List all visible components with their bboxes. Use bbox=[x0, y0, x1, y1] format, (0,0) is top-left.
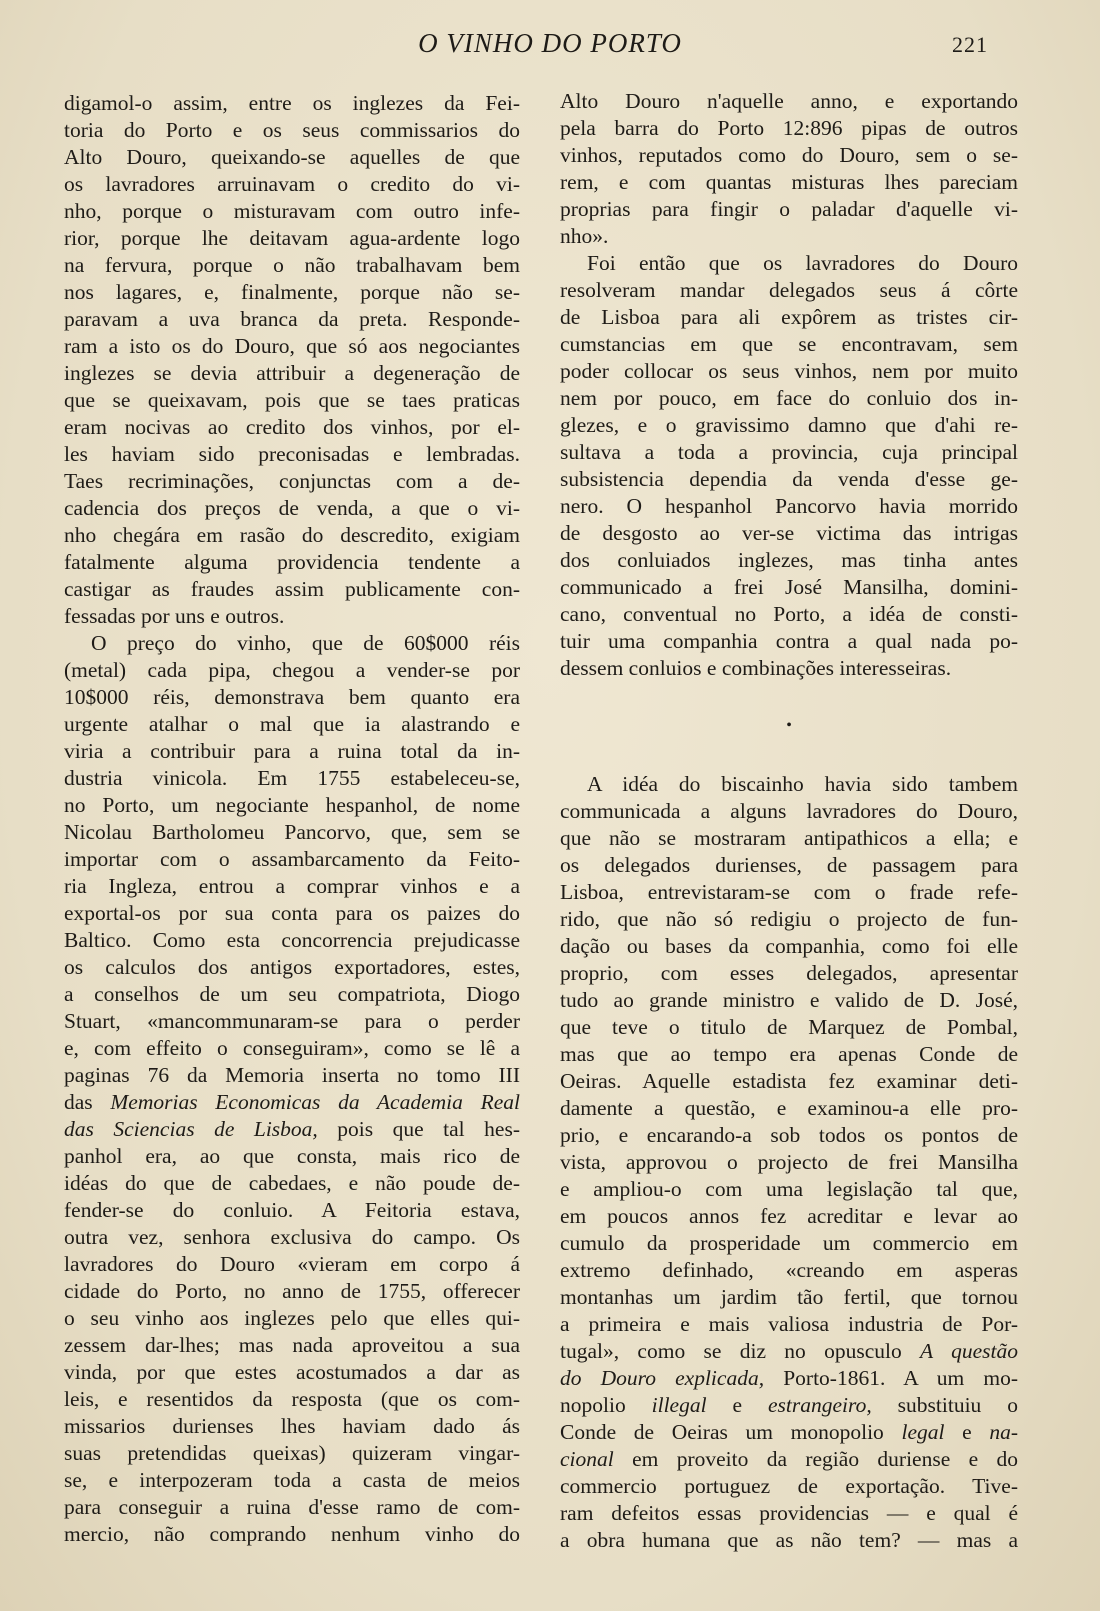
text-line: mercio, não comprando nenhum vinho do bbox=[64, 1522, 520, 1546]
text-line: dos conluiados inglezes, mas tinha antes bbox=[560, 548, 1018, 572]
italic-text: cional bbox=[560, 1447, 614, 1471]
text-line bbox=[560, 1419, 1018, 1446]
running-title: O VINHO DO PORTO bbox=[418, 28, 682, 58]
text-line: de Lisboa para ali expôrem as tristes cir- bbox=[560, 305, 1018, 329]
text-line: fender-se do conluio. A Feitoria estava, bbox=[64, 1198, 520, 1222]
section-separator: • bbox=[786, 717, 792, 734]
text-line: zessem dar-lhes; mas nada aproveitou a sua bbox=[64, 1333, 520, 1357]
text-line bbox=[560, 1392, 1018, 1419]
text-line: os calculos dos antigos exportadores, estes, bbox=[64, 955, 520, 979]
text-line: suas pretendidas queixas) quizeram vingar- bbox=[64, 1441, 520, 1465]
page-number: 221 bbox=[952, 32, 988, 57]
text-line: castigar as fraudes assim publicamente con- bbox=[64, 577, 520, 601]
text-segment: e bbox=[944, 1420, 990, 1444]
page-header bbox=[0, 28, 1100, 64]
text-line: (metal) cada pipa, chegou a vender-se por bbox=[64, 658, 520, 682]
text-line: vista, approvou o projecto de frei Mansilha bbox=[560, 1150, 1018, 1174]
text-line: mas que ao tempo era apenas Conde de bbox=[560, 1042, 1018, 1066]
right-column-bottom bbox=[560, 771, 1018, 1554]
text-line: poder collocar os seus vinhos, nem por muito bbox=[560, 359, 1018, 383]
text-line: dessem conluios e combinações interesseiras. bbox=[560, 656, 952, 680]
text-line: O preço do vinho, que de 60$000 réis bbox=[91, 631, 520, 655]
text-line: glezes, e o gravissimo damno que d'ahi re- bbox=[560, 413, 1018, 437]
text-line bbox=[64, 1089, 520, 1116]
text-line: montanhas um jardim tão fertil, que tornou bbox=[560, 1285, 1018, 1309]
text-line: vinda, por que estes acostumados a dar as bbox=[64, 1360, 520, 1384]
text-line: Alto Douro n'aquelle anno, e exportando bbox=[560, 89, 1018, 113]
text-segment: em proveito da região duriense e do bbox=[613, 1447, 1018, 1471]
italic-text: A questão bbox=[920, 1339, 1018, 1363]
text-line: 10$000 réis, demonstrava bem quanto era bbox=[64, 685, 520, 709]
text-line: ria Ingleza, entrou a comprar vinhos e a bbox=[64, 874, 520, 898]
text-line: a primeira e mais valiosa industria de Por- bbox=[560, 1312, 1018, 1336]
text-line: les haviam sido preconisadas e lembradas. bbox=[64, 442, 520, 466]
text-line: que teve o titulo de Marquez de Pombal, bbox=[560, 1015, 1018, 1039]
text-line: nos lagares, e, finalmente, porque não se- bbox=[64, 280, 520, 304]
text-line: subsistencia dependia da venda d'esse ge- bbox=[560, 467, 1018, 491]
text-line: para conseguir a ruina d'esse ramo de com- bbox=[64, 1495, 520, 1519]
text-line: proprias para fingir o paladar d'aquelle vi- bbox=[560, 197, 1018, 221]
text-line: rior, porque lhe deitavam agua-ardente logo bbox=[64, 226, 520, 250]
italic-text: do Douro explicada, bbox=[560, 1366, 765, 1390]
text-line: nho, porque o misturavam com outro infe- bbox=[64, 199, 520, 223]
text-line: proprio, com esses delegados, apresentar bbox=[560, 961, 1018, 985]
italic-text: na- bbox=[989, 1420, 1018, 1444]
text-line: sultava a toda a provincia, cuja principal bbox=[560, 440, 1018, 464]
text-line: Taes recriminações, conjunctas com a de- bbox=[64, 469, 520, 493]
text-line: o seu vinho aos inglezes pelo que elles qui- bbox=[64, 1306, 520, 1330]
text-line: cadencia dos preços de venda, a que o vi- bbox=[64, 496, 520, 520]
text-line: A idéa do biscainho havia sido tambem bbox=[587, 772, 1018, 796]
text-line bbox=[560, 1446, 1018, 1473]
italic-text: legal bbox=[901, 1420, 945, 1444]
text-line: rem, e com quantas misturas lhes pareciam bbox=[560, 170, 1018, 194]
text-line: eram nocivas ao credito dos vinhos, por el- bbox=[64, 415, 520, 439]
text-line: nho chegára em rasão do descredito, exigiam bbox=[64, 523, 520, 547]
text-segment: Porto-1861. A um mo- bbox=[764, 1366, 1018, 1390]
text-segment: e bbox=[706, 1393, 769, 1417]
text-line: dustria vinicola. Em 1755 estabeleceu-se, bbox=[64, 766, 520, 790]
text-line: extremo definhado, «creando em asperas bbox=[560, 1258, 1018, 1282]
text-line: paginas 76 da Memoria inserta no tomo III bbox=[64, 1063, 520, 1087]
text-line: cano, conventual no Porto, a idéa de consti- bbox=[560, 602, 1018, 626]
italic-text: das Sciencias de Lisboa, bbox=[64, 1117, 318, 1141]
text-line: Nicolau Bartholomeu Pancorvo, que, sem se bbox=[64, 820, 520, 844]
text-line bbox=[560, 1365, 1018, 1392]
text-line: os delegados durienses, de passagem para bbox=[560, 853, 1018, 877]
text-line: fessadas por uns e outros. bbox=[64, 604, 285, 628]
text-line: se, e interpozeram toda a casta de meios bbox=[64, 1468, 520, 1492]
text-line: resolveram mandar delegados seus á côrte bbox=[560, 278, 1018, 302]
right-column-top bbox=[560, 88, 1018, 682]
italic-text: illegal bbox=[651, 1393, 707, 1417]
text-line: Stuart, «mancommunaram-se para o perder bbox=[64, 1009, 520, 1033]
text-line: damente a questão, e examinou-a elle pro- bbox=[560, 1096, 1018, 1120]
text-line: idéas do que de cabedaes, e não poude de- bbox=[64, 1171, 520, 1195]
text-line: os lavradores arruinavam o credito do vi- bbox=[64, 172, 520, 196]
italic-text: Memorias Economicas da Academia Real bbox=[110, 1090, 520, 1114]
text-line: ram a isto os do Douro, que só aos negociantes bbox=[64, 334, 520, 358]
text-line: importar com o assambarcamento da Feito- bbox=[64, 847, 520, 871]
text-line: inglezes se devia attribuir a degeneração de bbox=[64, 361, 520, 385]
text-line: leis, e resentidos da resposta (que os com- bbox=[64, 1387, 520, 1411]
text-line: prio, e encarando-a sob todos os pontos de bbox=[560, 1123, 1018, 1147]
text-line: nem por pouco, em face do conluio dos in- bbox=[560, 386, 1018, 410]
text-line: digamol-o assim, entre os inglezes da Fei- bbox=[64, 91, 520, 115]
text-line: viria a contribuir para a ruina total da in- bbox=[64, 739, 520, 763]
text-segment: nopolio bbox=[560, 1393, 652, 1417]
text-segment: tugal», como se diz no opusculo bbox=[560, 1339, 921, 1363]
text-segment: pois que tal hes- bbox=[317, 1117, 520, 1141]
text-line: a conselhos de um seu compatriota, Diogo bbox=[64, 982, 520, 1006]
text-line: Lisboa, entrevistaram-se com o frade refe- bbox=[560, 880, 1018, 904]
text-segment: substituiu o bbox=[871, 1393, 1018, 1417]
text-line: ram defeitos essas providencias — e qual é bbox=[560, 1501, 1018, 1525]
text-line bbox=[560, 1338, 1018, 1365]
text-line: panhol era, ao que consta, mais rico de bbox=[64, 1144, 520, 1168]
text-line: toria do Porto e os seus commissarios do bbox=[64, 118, 520, 142]
text-line: na fervura, porque o não trabalhavam bem bbox=[64, 253, 520, 277]
text-line bbox=[64, 1116, 520, 1143]
left-column bbox=[64, 90, 520, 1548]
text-line: outra vez, senhora exclusiva do campo. Os bbox=[64, 1225, 520, 1249]
text-line: que se queixavam, pois que se taes praticas bbox=[64, 388, 520, 412]
text-line: Baltico. Como esta concorrencia prejudicasse bbox=[64, 928, 520, 952]
text-line: de desgosto ao ver-se victima das intrigas bbox=[560, 521, 1018, 545]
text-line: fatalmente alguma providencia tendente a bbox=[64, 550, 520, 574]
text-line: cidade do Porto, no anno de 1755, offerecer bbox=[64, 1279, 520, 1303]
text-line: paravam a uva branca da preta. Responde- bbox=[64, 307, 520, 331]
text-line: cumulo da prosperidade um commercio em bbox=[560, 1231, 1018, 1255]
text-line: communicada a alguns lavradores do Douro, bbox=[560, 799, 1018, 823]
text-line: e ampliou-o com uma legislação tal que, bbox=[560, 1177, 1018, 1201]
text-line: tudo ao grande ministro e valido de D. José, bbox=[560, 988, 1018, 1012]
text-line: Alto Douro, queixando-se aquelles de que bbox=[64, 145, 520, 169]
text-line: exportal-os por sua conta para os paizes do bbox=[64, 901, 520, 925]
text-line: nho». bbox=[560, 224, 609, 248]
text-segment: das bbox=[64, 1090, 111, 1114]
italic-text: estrangeiro, bbox=[768, 1393, 872, 1417]
text-line: missarios durienses lhes haviam dado ás bbox=[64, 1414, 520, 1438]
text-line: a obra humana que as não tem? — mas a bbox=[560, 1528, 1018, 1552]
text-line: communicado a frei José Mansilha, domini- bbox=[560, 575, 1018, 599]
text-line: cumstancias em que se encontravam, sem bbox=[560, 332, 1018, 356]
text-line: que não se mostraram antipathicos a ella; e bbox=[560, 826, 1018, 850]
text-line: Foi então que os lavradores do Douro bbox=[587, 251, 1018, 275]
text-line: no Porto, um negociante hespanhol, de nome bbox=[64, 793, 520, 817]
text-line: tuir uma companhia contra a qual nada po- bbox=[560, 629, 1018, 653]
right-column bbox=[560, 88, 1018, 1554]
text-line: nero. O hespanhol Pancorvo havia morrido bbox=[560, 494, 1018, 518]
text-line: em poucos annos fez acreditar e levar ao bbox=[560, 1204, 1018, 1228]
text-line: rido, que não só redigiu o projecto de fun- bbox=[560, 907, 1018, 931]
text-line: Oeiras. Aquelle estadista fez examinar deti- bbox=[560, 1069, 1018, 1093]
text-line: commercio portuguez de exportação. Tive- bbox=[560, 1474, 1018, 1498]
text-line: urgente atalhar o mal que ia alastrando e bbox=[64, 712, 520, 736]
text-line: dação ou bases da companhia, como foi elle bbox=[560, 934, 1018, 958]
text-line: lavradores do Douro «vieram em corpo á bbox=[64, 1252, 520, 1276]
text-segment: Conde de Oeiras um monopolio bbox=[560, 1420, 902, 1444]
text-line: pela barra do Porto 12:896 pipas de outros bbox=[560, 116, 1018, 140]
text-line: e, com effeito o conseguiram», como se lê a bbox=[64, 1036, 520, 1060]
text-line: vinhos, reputados como do Douro, sem o se- bbox=[560, 143, 1018, 167]
